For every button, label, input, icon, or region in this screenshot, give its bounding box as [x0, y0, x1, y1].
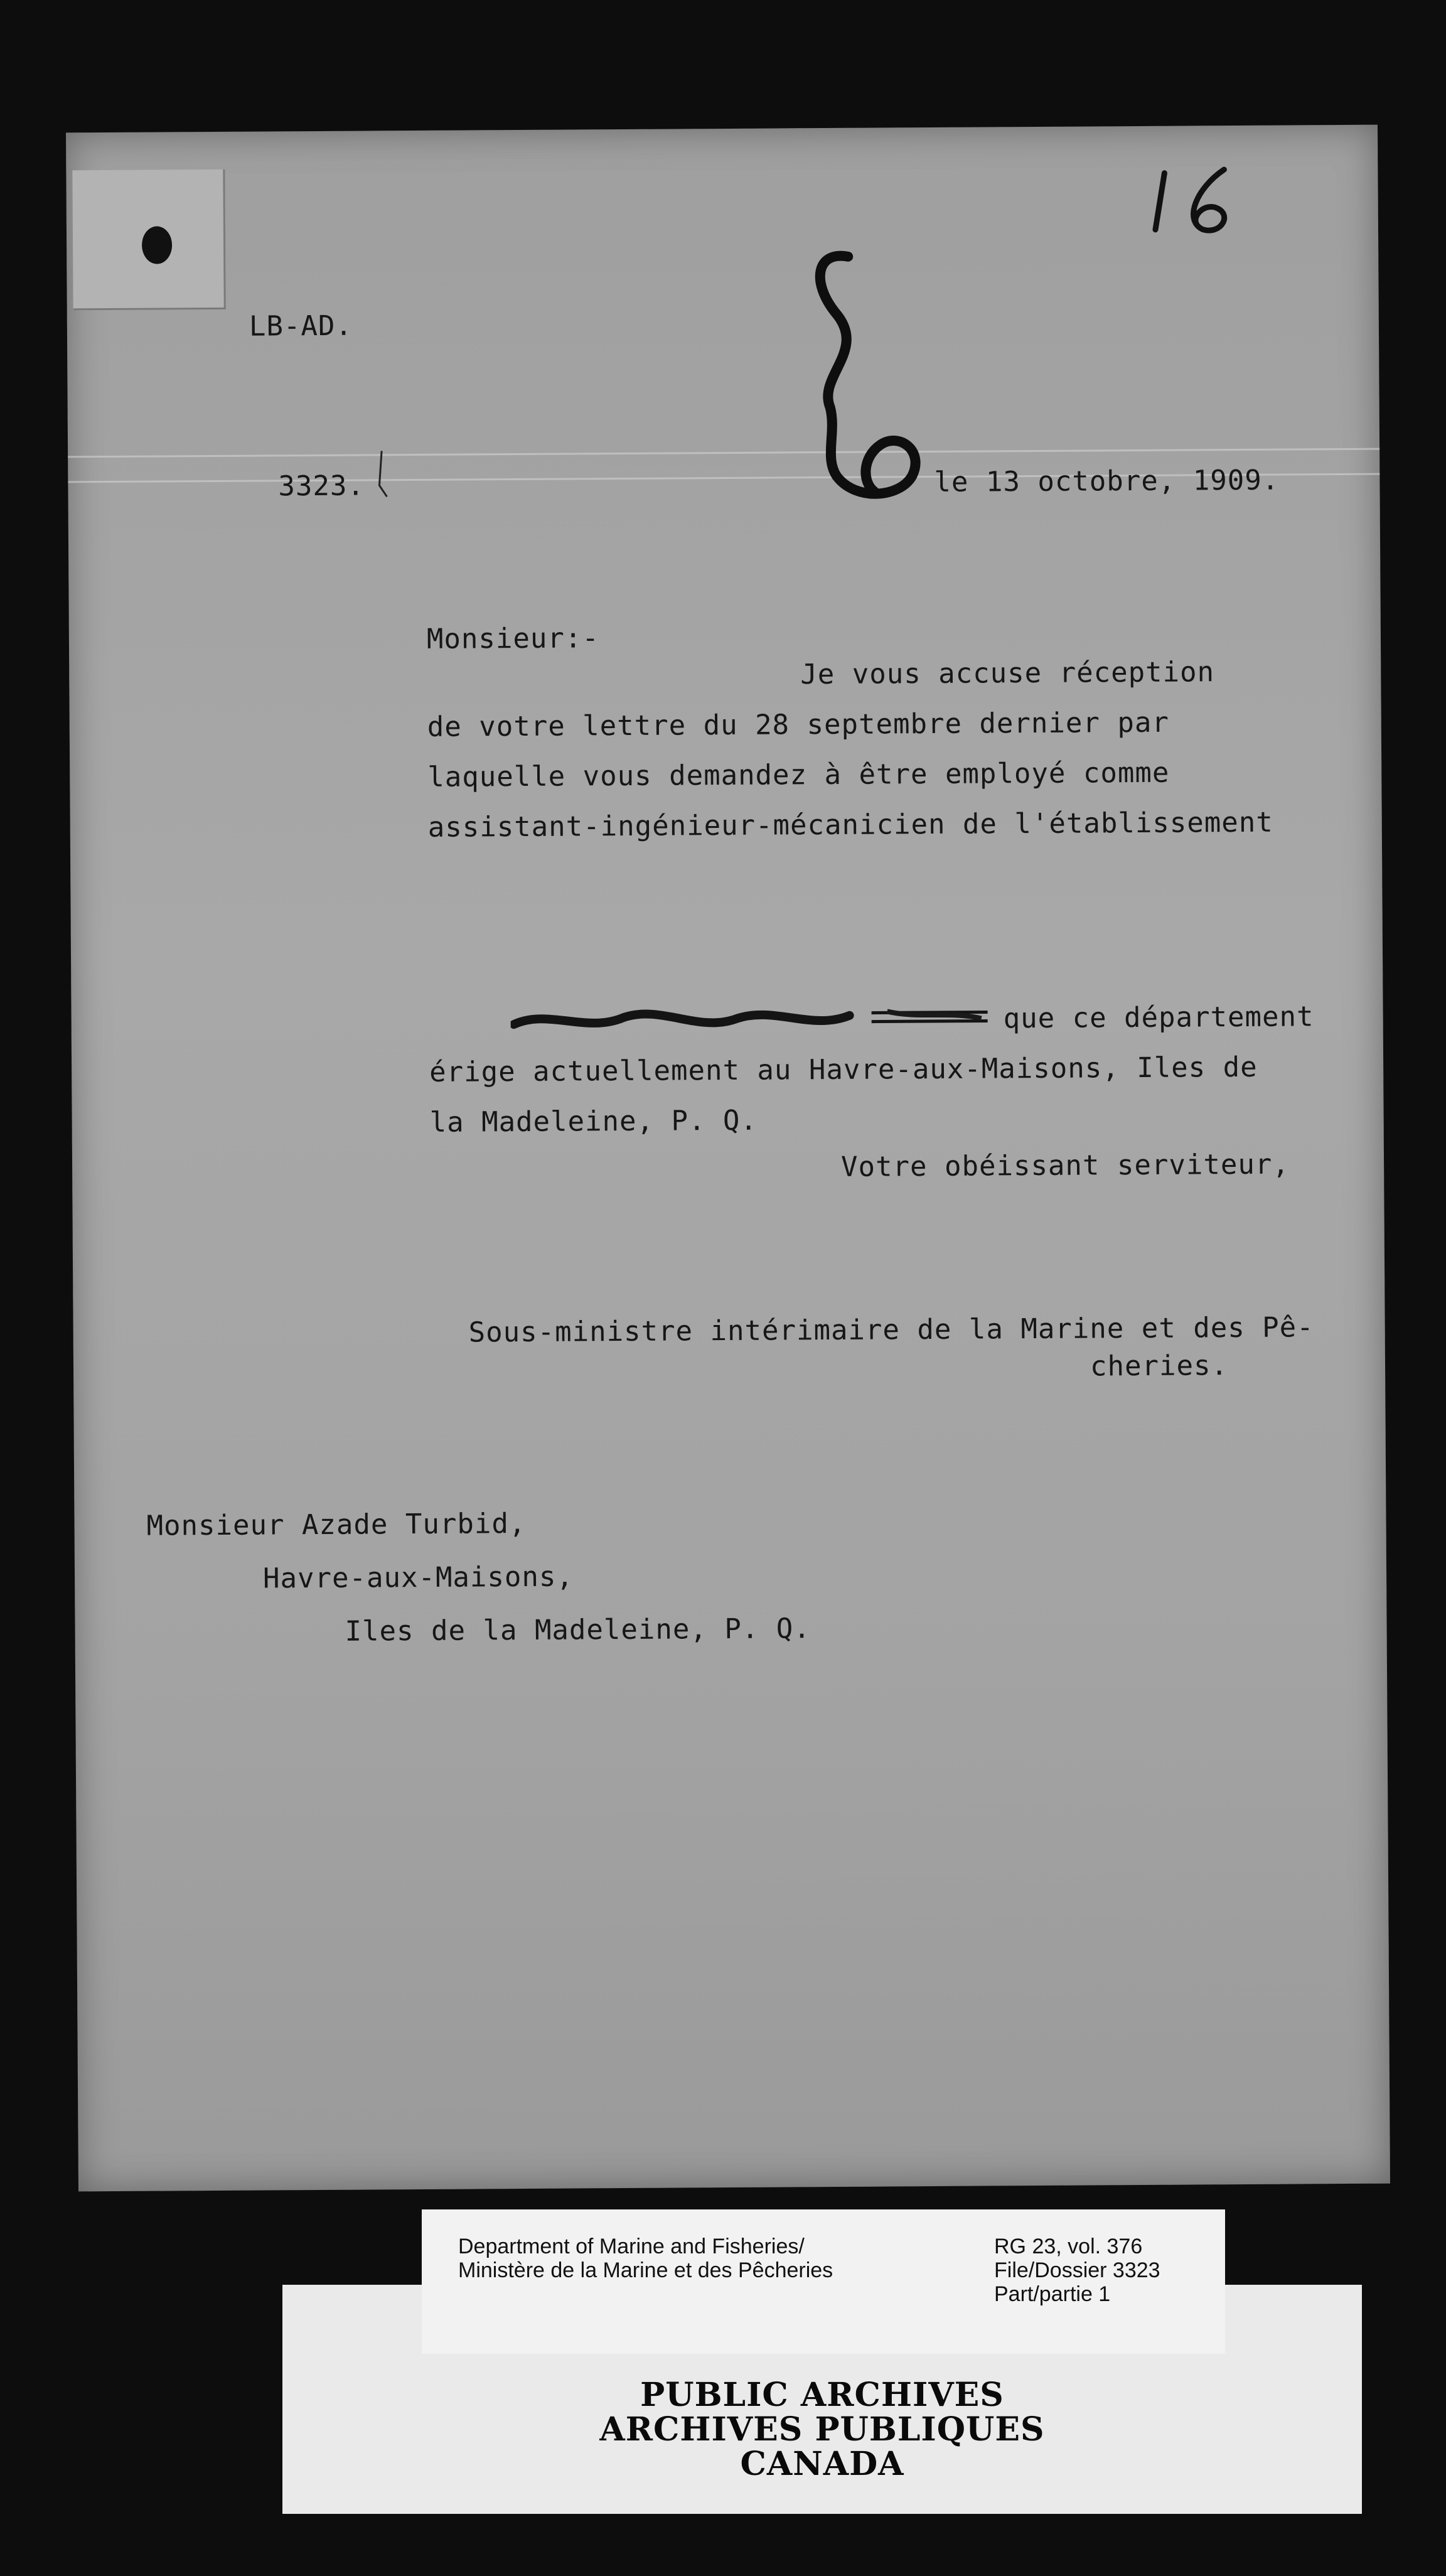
- paper-fold-line: [68, 448, 1379, 458]
- struck-through-text: [510, 999, 1000, 1040]
- letter-page: [66, 125, 1390, 2192]
- closing: Votre obéissant serviteur,: [840, 1148, 1290, 1183]
- archive-reference-label: [422, 2209, 1225, 2354]
- department-name-fr: Ministère de la Marine et des Pêcheries: [458, 2258, 833, 2282]
- address-line-2: Havre-aux-Maisons,: [262, 1560, 574, 1595]
- address-line-1: Monsieur Azade Turbid,: [146, 1507, 527, 1542]
- salutation: Monsieur:-: [426, 622, 599, 655]
- department-name-en: Department of Marine and Fisheries/: [458, 2235, 805, 2258]
- stamp-line-1: PUBLIC ARCHIVES: [640, 2376, 1004, 2414]
- handwritten-page-number-art: [1145, 163, 1259, 239]
- reference-code: LB-AD.: [249, 309, 353, 343]
- body-line-5: que ce département: [1003, 1001, 1314, 1035]
- body-line-6: érige actuellement au Havre-aux-Maisons, Iles de: [429, 1051, 1258, 1088]
- body-line-2: de votre lettre du 28 septembre dernier par: [427, 706, 1170, 743]
- signature-title-line-2: cheries.: [1090, 1350, 1229, 1383]
- body-line-1: Je vous accuse réception: [800, 656, 1215, 691]
- handwritten-bracket-mark: [369, 448, 395, 504]
- stamp-line-2: ARCHIVES PUBLIQUES: [599, 2410, 1045, 2449]
- file-reference: File/Dossier 3323: [994, 2258, 1160, 2282]
- punch-hole: [142, 226, 172, 264]
- body-line-7: la Madeleine, P. Q.: [429, 1104, 758, 1139]
- body-line-4: assistant-ingénieur-mécanicien de l'établissement: [427, 806, 1273, 844]
- handwritten-numeral-mark: [791, 244, 944, 508]
- record-group: RG 23, vol. 376: [994, 2235, 1143, 2258]
- body-line-3: laquelle vous demandez à être employé comme: [427, 756, 1170, 793]
- signature-title-line-1: Sous-ministre intérimaire de la Marine et des Pê-: [468, 1311, 1314, 1349]
- file-number: 3323.: [278, 470, 365, 503]
- letter-date: le 13 octobre, 1909.: [934, 464, 1280, 498]
- address-line-3: Iles de la Madeleine, P. Q.: [345, 1613, 811, 1648]
- stamp-line-3: CANADA: [740, 2445, 904, 2483]
- part-reference: Part/partie 1: [994, 2282, 1111, 2306]
